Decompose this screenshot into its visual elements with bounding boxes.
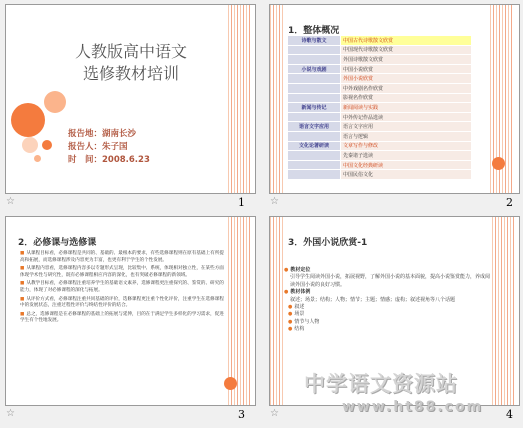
category-cell (288, 83, 341, 93)
course-cell: 外国诗歌散文欣赏 (341, 55, 472, 65)
table-row (288, 64, 471, 74)
overview-table (288, 36, 471, 180)
table-row (288, 83, 471, 93)
table-row (288, 55, 471, 65)
table-row (288, 103, 471, 113)
bullet-icon: ■ (20, 296, 25, 302)
section-text: 叙述；场景；结构；人物；情节；主题；情感；虚构；叙述视角等八个话题 (290, 296, 456, 303)
list-item: ● 叙述 (288, 304, 305, 311)
category-cell (288, 170, 341, 180)
paragraph-text: 从课程内容看，选修课程内容多以专题形式呈现，比较集中、系统，体现相对独立性，在某些方面体现学术性与研究性，既有必修课程相应内容的深化，也有突破必修课程的新领域。 (20, 266, 224, 278)
list-item (20, 281, 224, 294)
course-cell: 新闻阅读与实践 (341, 103, 472, 113)
decorative-circle (11, 103, 45, 137)
category-cell (288, 55, 341, 65)
decorative-stripes (270, 217, 284, 405)
course-cell: 中外戏剧名作欣赏 (341, 83, 472, 93)
table-row (288, 45, 471, 55)
section-label: ● 教材定位 (284, 267, 311, 273)
course-cell: 文章写作与修改 (341, 141, 472, 151)
list-item: ● 场景 (288, 311, 305, 318)
table-row (288, 112, 471, 122)
slide-heading: 3．外国小说欣赏-1 (288, 238, 368, 248)
category-cell: 新闻与传记 (288, 103, 341, 113)
course-cell: 影视名作欣赏 (341, 93, 472, 103)
course-cell: 中国民俗文化 (341, 170, 472, 180)
watermark (304, 370, 520, 416)
table-row (288, 151, 471, 161)
category-cell (288, 151, 341, 161)
table-row (288, 170, 471, 180)
slide-number: 1 (238, 196, 245, 209)
decorative-circle (492, 157, 505, 170)
course-cell: 中外传记作品选读 (341, 112, 472, 122)
slide-number: 4 (506, 408, 513, 421)
table-row (288, 93, 471, 103)
table-row (288, 141, 471, 151)
list-item: ● 情节与人物 (288, 318, 320, 325)
table-row (288, 131, 471, 141)
bullet-icon: ■ (20, 281, 25, 287)
course-cell: 中国古代诗歌散文欣赏 (341, 36, 472, 45)
list-item (20, 266, 224, 279)
category-cell (288, 74, 341, 84)
category-cell: 语言文字应用 (288, 122, 341, 132)
decorative-circle (22, 137, 38, 153)
list-item (20, 297, 224, 310)
slide-transition-icon[interactable]: ☆ (6, 408, 15, 419)
course-cell: 中国小说欣赏 (341, 64, 472, 74)
slide-number: 3 (238, 408, 245, 421)
course-cell: 中国文化经典研读 (341, 160, 472, 170)
paragraph-text: 从评价方式看，必修课程注重共同基础的评价，选修课程更注重个性化评价，注重学生在选修课程中的发展状态，注重过程性评价与终结性评价的结合。 (20, 296, 224, 309)
list-item: ● 结构 (288, 326, 305, 333)
table-row (288, 160, 471, 170)
category-cell (288, 93, 341, 103)
slide-title: 人教版高中语文 选修教材培训 (74, 42, 187, 83)
section-text: 引导学生阅读外国小说，拓展视野，了解外国小说的基本面貌，提高小说鉴赏能力，养成阅读外国小说的良好习惯。 (290, 274, 491, 288)
slide-body (20, 251, 224, 327)
category-cell (288, 160, 341, 170)
course-cell: 先秦诸子选读 (341, 151, 472, 161)
paragraph-text: 从课程目标看，必修课程是共同的、基础的、最根本的要求，有些选修课程则在原有基础上有所提高和拓展，而选修课程涉及内容更为丰富，也更有利于学生的个性发展。 (20, 251, 224, 263)
slide-meta: 报告地：湖南长沙 报告人：朱子国 时 间：2008.6.23 (68, 129, 150, 165)
decorative-circle (42, 140, 52, 150)
bullet-icon: ■ (20, 251, 25, 256)
slide-thumbnail-2[interactable] (269, 4, 520, 194)
category-cell: 小说与戏剧 (288, 64, 341, 74)
paragraph-text: 从教学目标看，必修课程注重培养学生的基础语文素养，选修课程更注重探究的、鉴赏的、研究的能力，体现了对必修课程的深化与拓展。 (20, 281, 224, 293)
slide-transition-icon[interactable]: ☆ (6, 196, 15, 207)
category-cell (288, 131, 341, 141)
list-item (20, 251, 224, 264)
table-row (288, 74, 471, 84)
watermark-title: 中学语文资源站 (304, 372, 458, 396)
decorative-circle (224, 377, 237, 390)
table-row (288, 122, 471, 132)
category-cell: 文化论著研读 (288, 141, 341, 151)
category-cell (288, 112, 341, 122)
table-row (288, 36, 471, 45)
section-label: ● 教材体例 (284, 289, 311, 296)
decorative-stripes (270, 5, 284, 193)
watermark-url: www.ht88.com (342, 399, 484, 415)
paragraph-text: 总之，选修课程是在必修课程的基础上的拓展与延伸，目的在于满足学生多样化的学习需求，促进学生有个性地发展。 (20, 311, 224, 324)
slide-heading: 1．整体概况 (288, 26, 340, 36)
slide-thumbnail-3[interactable] (5, 216, 256, 406)
course-cell: 中国现代诗歌散文欣赏 (341, 45, 472, 55)
category-cell (288, 45, 341, 55)
slide-thumbnail-1[interactable] (5, 4, 256, 194)
slide-body (284, 267, 494, 334)
slide-transition-icon[interactable]: ☆ (270, 408, 279, 419)
decorative-circle (34, 155, 41, 162)
category-cell: 诗歌与散文 (288, 36, 341, 45)
bullet-icon: ■ (20, 311, 25, 317)
decorative-stripes (228, 5, 250, 193)
course-cell: 外国小说欣赏 (341, 74, 472, 84)
bullet-icon: ■ (20, 266, 25, 272)
slide-number: 2 (506, 196, 513, 209)
slide-heading: 2．必修课与选修课 (18, 238, 97, 248)
course-cell: 语言文字应用 (341, 122, 472, 132)
slide-transition-icon[interactable]: ☆ (270, 196, 279, 207)
course-cell: 语言与逻辑 (341, 131, 472, 141)
list-item (20, 312, 224, 325)
decorative-circle (44, 91, 66, 113)
